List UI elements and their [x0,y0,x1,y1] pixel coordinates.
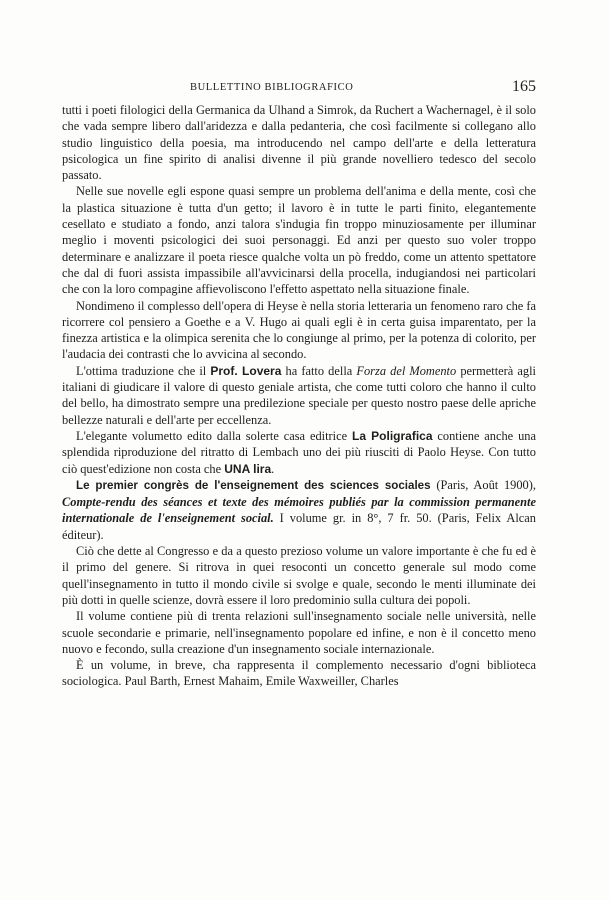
book-title: Forza del Momento [356,363,457,378]
page-body [62,102,536,690]
text-fragment: L'ottima traduzione che il [76,363,211,378]
paragraph-relazioni: Il volume contiene più di trenta relazioni sull'insegnamento sociale nelle università, nelle scuole secondarie e primarie, nell'insegnamento popolare ed infine, e non è il concetto meno nuovo e fecondo, sulla creazione d'un insegnamento sociale internazionale. [62,609,536,656]
paragraph-traduzione [62,363,536,428]
entry-subtitle: Compte-rendu des séances et texte des mémoires publiés par la commission permanente internationale de l'enseignement social. [62,495,536,526]
paragraph-heyse-intro-continued: tutti i poeti filologici della Germanica da Ulhand a Simrok, da Ruchert a Wachernagel, è il solo che vada sempre libero dall'aridezza e dalla pedanteria, che così facilmente si collegano allo studio linguistico della poesia, ma introducendo nel campo dell'arte e della letteratura psicologica un fine spirito di analisi divenne il più grande novelliero tedesco del secolo passato. [62,103,536,183]
publisher-name: La Poligrafica [352,428,433,443]
price: UNA lira [224,461,272,476]
text-fragment: L'elegante volumetto edito dalla solerte casa editrice [76,428,353,443]
text-fragment: (Paris, Août 1900), [430,477,536,492]
text-fragment: permetterà agli italiani di giudicare il valore di questo geniale artista, che come tutti coloro che hanno il culto del bello, ha dimostrato sempre una predilezione speciale per questo nostro paese delle apriche bellezze naturali e dell'arte per eccellenza. [62,363,537,427]
translator-name: Prof. Lovera [210,363,282,378]
paragraph-volumetto [62,428,536,477]
text-fragment: contiene anche una splendida riproduzione del ritratto di Lembach uno dei più riusciti di Paolo Heyse. Con tutto ciò quest'edizione non costa che [62,428,536,476]
running-title: BULLETTINO BIBLIOGRAFICO [190,82,354,93]
bibliographic-entry [62,477,536,543]
paragraph-biblioteca: È un volume, in breve, cha rappresenta il complemento necessario d'ogni biblioteca sociologica. Paul Barth, Ernest Mahaim, Emile Waxweiller, Charles [62,658,536,689]
page-number: 165 [512,78,536,95]
page-header [60,78,536,98]
text-fragment: ha fatto della [281,363,357,378]
paragraph-novelle: Nelle sue novelle egli espone quasi sempre un problema dell'anima e della mente, così che la plastica situazione è tutta d'un getto; il lavoro è in tutte le parti finito, elegantemente cesellato e studiato a fondo, anzi talora s'indugia fin troppo minuziosamente per illuminar meglio i moventi psicologici dei suoi personaggi. Ed anzi per questo suo voler troppo determinare e analizzare il poeta riesce qualche volta un pò freddo, come un attento spettatore che dal di fuori assista impassibile all'avvicinarsi della procella, indugiandosi nei particolari che con la loro compagine affievoliscono l'effetto aspettato nella situazione finale. [62,184,536,297]
entry-title: Le premier congrès de l'enseignement des sciences sociales [76,478,431,492]
text-fragment: I volume gr. in 8°, 7 fr. 50. (Paris, Felix Alcan éditeur). [62,511,536,542]
paragraph-complesso-opera: Nondimeno il complesso dell'opera di Heyse è nella storia letteraria un fenomeno raro che fa ricorrere col pensiero a Goethe e a V. Hugo ai quali egli è in certa guisa imparentato, per la finezza artistica e la olimpica serenita che lo congiunge al primo, per la potenza di colorito, per l'audacia dei contrasti che lo avvicina al secondo. [62,298,536,362]
text-fragment: . [271,461,275,476]
paragraph-congresso: Ciò che dette al Congresso e da a questo prezioso volume un valore importante è che fu ed è il primo del genere. Si ritrova in quei resoconti un concetto generale sul modo come quell'insegnamento in tutto il mondo civile si svolge e quale, secondo le menti illuminate dei più dotti in quelle scienze, dovrà essere il loro predominio sulla cultura dei popoli. [62,544,536,607]
